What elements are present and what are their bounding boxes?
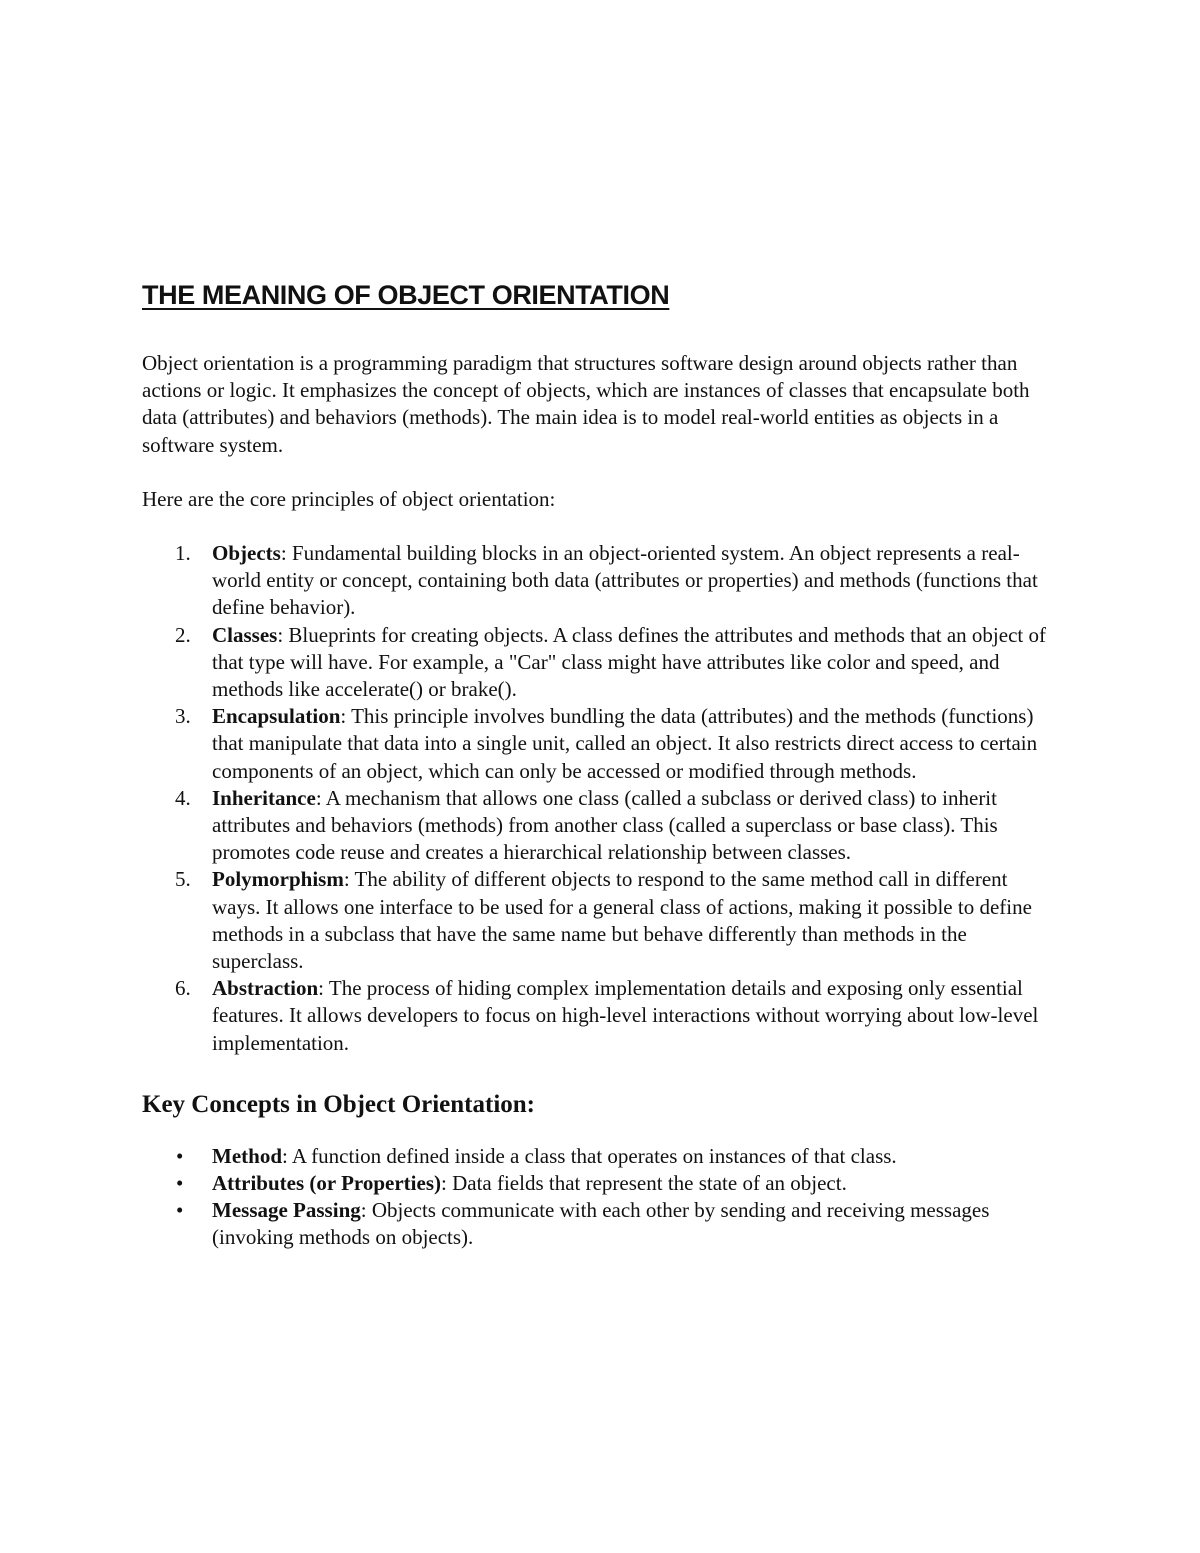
document-content xyxy=(142,278,1062,1252)
principle-text: : Blueprints for creating objects. A class defines the attributes and methods that an object of that type will have. For example, a "Car" class might have attributes like color and speed, and methods like accelerate() or brake(). xyxy=(212,622,1046,702)
list-number: 2. xyxy=(175,622,191,647)
key-concepts-heading: Key Concepts in Object Orientation: xyxy=(142,1090,536,1118)
concept-text: : A function defined inside a class that operates on instances of that class. xyxy=(282,1143,897,1168)
principle-text: : Fundamental building blocks in an object-oriented system. An object represents a real-world entity or concept, containing both data (attributes or properties) and methods (functions that define behavior). xyxy=(212,541,1038,620)
page-title: THE MEANING OF OBJECT ORIENTATION xyxy=(142,280,670,310)
bullet-icon: • xyxy=(176,1198,184,1223)
principle-term: Abstraction xyxy=(212,976,319,1001)
list-item xyxy=(142,866,1057,975)
principle-text: : This principle involves bundling the data (attributes) and the methods (functions) that manipulate that data into a single unit, called an object. It also restricts direct access to certain components of an object, which can only be accessed or modified through methods. xyxy=(212,704,1038,783)
principle-term: Inheritance xyxy=(212,785,316,810)
principle-text: : The process of hiding complex implementation details and exposing only essential features. It allows developers to focus on high-level interactions without worrying about low-level implementation. xyxy=(212,976,1039,1055)
list-item xyxy=(142,785,1057,867)
intro-paragraph: Object orientation is a programming paradigm that structures software design around objects rather than actions or logic. It emphasizes the concept of objects, which are instances of classes that encapsulate both data (attributes) and behaviors (methods). The main idea is to model real-world entities as objects in a software system. xyxy=(142,351,1030,457)
principle-term: Classes xyxy=(212,622,278,647)
list-item xyxy=(142,1197,1057,1251)
list-item xyxy=(142,703,1057,785)
list-number: 1. xyxy=(175,541,191,566)
list-number: 3. xyxy=(175,704,191,729)
list-item xyxy=(142,540,1057,622)
concept-term: Method xyxy=(212,1143,282,1168)
principles-lead: Here are the core principles of object orientation: xyxy=(142,486,556,511)
principle-term: Objects xyxy=(212,541,281,566)
principle-term: Polymorphism xyxy=(212,867,344,892)
bullet-icon: • xyxy=(176,1171,184,1196)
list-item xyxy=(142,1143,1057,1170)
bullet-icon: • xyxy=(176,1143,184,1168)
list-number: 6. xyxy=(175,976,191,1001)
list-number: 4. xyxy=(175,785,191,810)
key-concepts-list xyxy=(142,1143,1062,1252)
list-item xyxy=(142,975,1057,1057)
list-item xyxy=(142,1170,1057,1197)
principle-text: : The ability of different objects to respond to the same method call in different ways. It allows one interface to be used for a general class of actions, making it possible to define methods in a subclass that have the same name but behave differently than methods in the superclass. xyxy=(212,867,1032,974)
list-number: 5. xyxy=(175,867,191,892)
concept-text: : Objects communicate with each other by sending and receiving messages (invoking methods on objects). xyxy=(212,1198,990,1250)
principle-text: : A mechanism that allows one class (called a subclass or derived class) to inherit attributes and behaviors (methods) from another class (called a superclass or base class). This promotes code reuse and creates a hierarchical relationship between classes. xyxy=(212,785,998,865)
list-item xyxy=(142,622,1057,704)
principle-term: Encapsulation xyxy=(212,704,341,729)
principles-list xyxy=(142,540,1062,1057)
concept-term: Attributes (or Properties) xyxy=(212,1171,441,1196)
concept-term: Message Passing xyxy=(212,1198,361,1223)
concept-text: : Data fields that represent the state of an object. xyxy=(441,1171,847,1196)
